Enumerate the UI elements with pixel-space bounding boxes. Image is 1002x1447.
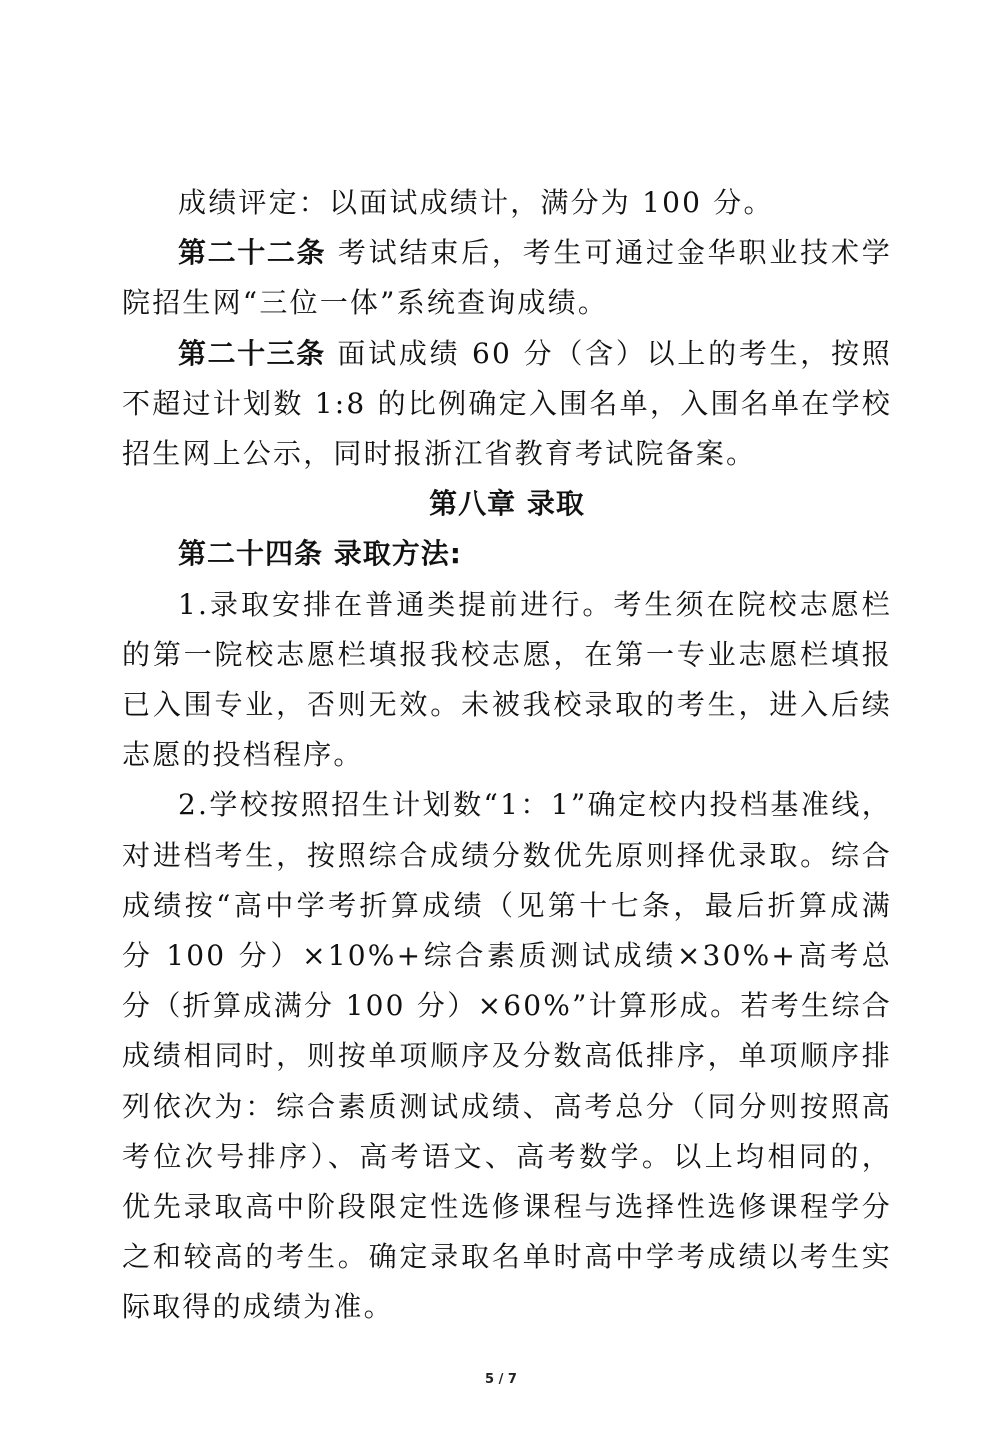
article-22 [122,228,892,328]
article-22-text: 考试结束后，考生可通过金华职业技术学院招生网“三位一体”系统查询成绩。 [122,236,892,320]
article-23-text: 面试成绩 60 分（含）以上的考生，按照不超过计划数 1:8 的比例确定入围名单，入围名单在学校招生网上公示，同时报浙江省教育考试院备案。 [122,336,892,471]
document-body [122,178,892,1333]
page-number: 5 / 7 [485,1372,517,1387]
article-24-item-1: 1.录取安排在普通类提前进行。考生须在院校志愿栏的第一院校志愿栏填报我校志愿，在第一专业志愿栏填报已入围专业，否则无效。未被我校录取的考生，进入后续志愿的投档程序。 [122,587,892,772]
article-23-label: 第二十三条 [178,336,326,370]
article-23 [122,329,892,480]
article-24-heading: 第二十四条 录取方法: [178,537,462,571]
chapter-heading: 第八章 录取 [429,487,585,521]
article-24-item-2: 2.学校按照招生计划数“1：1”确定校内投档基准线，对进档考生，按照综合成绩分数优先原则择优录取。综合成绩按“高中学考折算成绩（见第十七条，最后折算成满分 100 分）×10%+综合素质测试成绩×30%+高考总分（折算成满分 100 分）×60%”计算形成。若考生综合成绩相同时，则按单项顺序及分数高低排序，单项顺序排列依次为：综合素质测试成绩、高考总分（同分则按照高考位次号排序）、高考语文、高考数学。以上均相同的，优先录取高中阶段限定性选修课程与选择性选修课程学分之和较高的考生。确定录取名单时高中学考成绩以考生实际取得的成绩为准。 [122,788,892,1324]
paragraph-score-evaluation: 成绩评定：以面试成绩计，满分为 100 分。 [178,186,774,219]
article-22-label: 第二十二条 [178,236,327,270]
